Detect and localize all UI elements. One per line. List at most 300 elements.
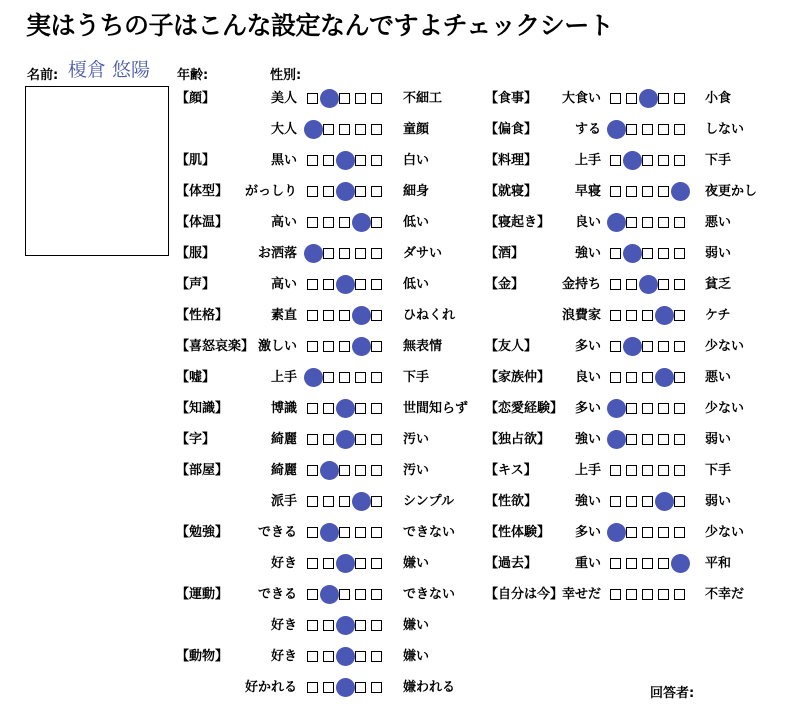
scale-checkbox[interactable] bbox=[307, 527, 318, 538]
scale-checkbox[interactable] bbox=[307, 217, 318, 228]
rating-scale bbox=[306, 461, 386, 481]
scale-checkbox[interactable] bbox=[307, 341, 318, 352]
left-trait-label: する bbox=[574, 122, 601, 137]
right-trait-label: 無表情 bbox=[403, 339, 443, 354]
scale-checkbox[interactable] bbox=[642, 186, 653, 197]
selected-mark bbox=[655, 368, 674, 387]
scale-checkbox[interactable] bbox=[642, 310, 653, 321]
scale-checkbox[interactable] bbox=[355, 372, 366, 383]
scale-checkbox[interactable] bbox=[610, 155, 621, 166]
scale-checkbox[interactable] bbox=[307, 403, 318, 414]
scale-checkbox[interactable] bbox=[626, 403, 637, 414]
scale-checkbox[interactable] bbox=[658, 186, 669, 197]
right-trait-label: 悪い bbox=[705, 370, 732, 385]
scale-checkbox[interactable] bbox=[642, 403, 653, 414]
selected-mark bbox=[336, 182, 355, 201]
left-trait-label: 上手 bbox=[574, 153, 601, 168]
scale-checkbox[interactable] bbox=[307, 465, 318, 476]
scale-checkbox[interactable] bbox=[355, 527, 366, 538]
right-trait-label: 細身 bbox=[403, 184, 430, 199]
category-label: 【部屋】 bbox=[176, 463, 229, 478]
rating-scale bbox=[609, 399, 689, 419]
category-label: 【字】 bbox=[176, 432, 216, 447]
selected-mark bbox=[639, 89, 658, 108]
left-trait-label: 良い bbox=[574, 215, 601, 230]
scale-checkbox[interactable] bbox=[674, 434, 685, 445]
gender-label: 性別: bbox=[270, 68, 302, 83]
selected-mark bbox=[352, 492, 371, 511]
rating-scale bbox=[306, 430, 386, 450]
left-trait-label: 多い bbox=[574, 339, 601, 354]
selected-mark bbox=[623, 151, 642, 170]
left-trait-label: 多い bbox=[574, 401, 601, 416]
right-trait-label: 汚い bbox=[403, 463, 430, 478]
category-label: 【声】 bbox=[176, 277, 216, 292]
scale-checkbox[interactable] bbox=[626, 558, 637, 569]
scale-checkbox[interactable] bbox=[610, 248, 621, 259]
scale-checkbox[interactable] bbox=[307, 434, 318, 445]
scale-checkbox[interactable] bbox=[642, 434, 653, 445]
left-trait-label: 強い bbox=[574, 432, 601, 447]
scale-checkbox[interactable] bbox=[658, 465, 669, 476]
left-trait-label: 良い bbox=[574, 370, 601, 385]
scale-checkbox[interactable] bbox=[323, 496, 334, 507]
scale-checkbox[interactable] bbox=[658, 434, 669, 445]
scale-checkbox[interactable] bbox=[355, 620, 366, 631]
selected-mark bbox=[671, 182, 690, 201]
scale-checkbox[interactable] bbox=[674, 403, 685, 414]
scale-checkbox[interactable] bbox=[323, 124, 334, 135]
scale-checkbox[interactable] bbox=[339, 124, 350, 135]
name-value: 榎倉 悠陽 bbox=[68, 59, 151, 81]
scale-checkbox[interactable] bbox=[371, 403, 382, 414]
scale-checkbox[interactable] bbox=[658, 155, 669, 166]
scale-checkbox[interactable] bbox=[674, 496, 685, 507]
category-label: 【恋愛経験】 bbox=[485, 401, 564, 416]
left-trait-label: 幸せだ bbox=[561, 587, 601, 602]
scale-checkbox[interactable] bbox=[371, 217, 382, 228]
right-trait-label: 嫌われる bbox=[403, 680, 456, 695]
rating-scale bbox=[609, 120, 689, 140]
selected-mark bbox=[320, 89, 339, 108]
scale-checkbox[interactable] bbox=[371, 341, 382, 352]
left-trait-label: 多い bbox=[574, 525, 601, 540]
scale-checkbox[interactable] bbox=[610, 589, 621, 600]
scale-checkbox[interactable] bbox=[323, 155, 334, 166]
selected-mark bbox=[336, 678, 355, 697]
scale-checkbox[interactable] bbox=[339, 310, 350, 321]
scale-checkbox[interactable] bbox=[674, 93, 685, 104]
scale-checkbox[interactable] bbox=[610, 496, 621, 507]
rating-scale bbox=[609, 89, 689, 109]
left-trait-label: がっしり bbox=[244, 184, 297, 199]
scale-checkbox[interactable] bbox=[626, 124, 637, 135]
scale-checkbox[interactable] bbox=[307, 310, 318, 321]
right-trait-label: できない bbox=[403, 587, 456, 602]
left-trait-label: 重い bbox=[574, 556, 601, 571]
rating-scale bbox=[306, 151, 386, 171]
age-label: 年齢: bbox=[177, 68, 209, 83]
rating-scale bbox=[609, 492, 689, 512]
selected-mark bbox=[336, 399, 355, 418]
scale-checkbox[interactable] bbox=[323, 620, 334, 631]
category-label: 【性欲】 bbox=[485, 494, 538, 509]
selected-mark bbox=[304, 368, 323, 387]
selected-mark bbox=[352, 306, 371, 325]
scale-checkbox[interactable] bbox=[371, 620, 382, 631]
right-trait-label: 弱い bbox=[705, 494, 732, 509]
right-trait-label: 世間知らず bbox=[403, 401, 469, 416]
left-trait-label: 上手 bbox=[270, 370, 297, 385]
scale-checkbox[interactable] bbox=[642, 124, 653, 135]
scale-checkbox[interactable] bbox=[658, 124, 669, 135]
selected-mark bbox=[607, 523, 626, 542]
category-label: 【寝起き】 bbox=[485, 215, 551, 230]
left-trait-label: 高い bbox=[270, 215, 297, 230]
rating-scale bbox=[306, 89, 386, 109]
scale-checkbox[interactable] bbox=[323, 682, 334, 693]
left-trait-label: 浪費家 bbox=[561, 308, 601, 323]
right-trait-label: ひねくれ bbox=[403, 308, 456, 323]
scale-checkbox[interactable] bbox=[674, 155, 685, 166]
left-trait-label: 好き bbox=[270, 556, 297, 571]
category-label: 【金】 bbox=[485, 277, 525, 292]
scale-checkbox[interactable] bbox=[339, 589, 350, 600]
rating-scale bbox=[306, 554, 386, 574]
scale-checkbox[interactable] bbox=[307, 93, 318, 104]
scale-checkbox[interactable] bbox=[323, 279, 334, 290]
scale-checkbox[interactable] bbox=[610, 93, 621, 104]
scale-checkbox[interactable] bbox=[610, 372, 621, 383]
scale-checkbox[interactable] bbox=[323, 341, 334, 352]
scale-checkbox[interactable] bbox=[674, 248, 685, 259]
scale-checkbox[interactable] bbox=[626, 434, 637, 445]
scale-checkbox[interactable] bbox=[323, 217, 334, 228]
rating-scale bbox=[609, 244, 689, 264]
scale-checkbox[interactable] bbox=[355, 155, 366, 166]
category-label: 【動物】 bbox=[176, 649, 229, 664]
scale-checkbox[interactable] bbox=[674, 589, 685, 600]
scale-checkbox[interactable] bbox=[674, 465, 685, 476]
scale-checkbox[interactable] bbox=[355, 93, 366, 104]
scale-checkbox[interactable] bbox=[339, 341, 350, 352]
right-trait-label: 平和 bbox=[705, 556, 732, 571]
scale-checkbox[interactable] bbox=[355, 279, 366, 290]
scale-checkbox[interactable] bbox=[339, 217, 350, 228]
category-label: 【家族仲】 bbox=[485, 370, 551, 385]
rating-scale bbox=[609, 151, 689, 171]
scale-checkbox[interactable] bbox=[371, 155, 382, 166]
scale-checkbox[interactable] bbox=[626, 93, 637, 104]
rating-scale bbox=[306, 244, 386, 264]
right-trait-label: 弱い bbox=[705, 246, 732, 261]
scale-checkbox[interactable] bbox=[642, 558, 653, 569]
rating-scale bbox=[306, 523, 386, 543]
scale-checkbox[interactable] bbox=[323, 403, 334, 414]
left-trait-label: 強い bbox=[574, 246, 601, 261]
selected-mark bbox=[655, 492, 674, 511]
scale-checkbox[interactable] bbox=[355, 651, 366, 662]
rating-scale bbox=[306, 616, 386, 636]
scale-checkbox[interactable] bbox=[658, 217, 669, 228]
scale-checkbox[interactable] bbox=[323, 651, 334, 662]
scale-checkbox[interactable] bbox=[674, 310, 685, 321]
selected-mark bbox=[607, 120, 626, 139]
rating-scale bbox=[306, 213, 386, 233]
category-label: 【独占欲】 bbox=[485, 432, 551, 447]
scale-checkbox[interactable] bbox=[642, 589, 653, 600]
category-label: 【友人】 bbox=[485, 339, 538, 354]
scale-checkbox[interactable] bbox=[355, 682, 366, 693]
scale-checkbox[interactable] bbox=[658, 93, 669, 104]
left-trait-label: 強い bbox=[574, 494, 601, 509]
right-trait-label: 下手 bbox=[705, 463, 732, 478]
scale-checkbox[interactable] bbox=[626, 589, 637, 600]
scale-checkbox[interactable] bbox=[642, 496, 653, 507]
right-trait-label: 少ない bbox=[705, 339, 745, 354]
scale-checkbox[interactable] bbox=[674, 124, 685, 135]
rating-scale bbox=[609, 585, 689, 605]
selected-mark bbox=[352, 213, 371, 232]
right-trait-label: できない bbox=[403, 525, 456, 540]
rating-scale bbox=[306, 678, 386, 698]
scale-checkbox[interactable] bbox=[642, 155, 653, 166]
right-trait-label: ダサい bbox=[403, 246, 443, 261]
respondent-label: 回答者: bbox=[650, 686, 695, 701]
rating-scale bbox=[609, 368, 689, 388]
scale-checkbox[interactable] bbox=[658, 558, 669, 569]
scale-checkbox[interactable] bbox=[371, 434, 382, 445]
scale-checkbox[interactable] bbox=[674, 341, 685, 352]
scale-checkbox[interactable] bbox=[610, 341, 621, 352]
scale-checkbox[interactable] bbox=[339, 372, 350, 383]
scale-checkbox[interactable] bbox=[355, 558, 366, 569]
left-trait-label: 好き bbox=[270, 649, 297, 664]
left-trait-label: 派手 bbox=[270, 494, 297, 509]
scale-checkbox[interactable] bbox=[642, 527, 653, 538]
rating-scale bbox=[609, 182, 689, 202]
scale-checkbox[interactable] bbox=[307, 155, 318, 166]
left-trait-label: 博識 bbox=[270, 401, 297, 416]
scale-checkbox[interactable] bbox=[323, 248, 334, 259]
category-label: 【嘘】 bbox=[176, 370, 216, 385]
category-label: 【勉強】 bbox=[176, 525, 229, 540]
scale-checkbox[interactable] bbox=[307, 620, 318, 631]
right-trait-label: 白い bbox=[403, 153, 430, 168]
rating-scale bbox=[306, 306, 386, 326]
scale-checkbox[interactable] bbox=[626, 465, 637, 476]
scale-checkbox[interactable] bbox=[371, 93, 382, 104]
rating-scale bbox=[306, 399, 386, 419]
category-label: 【偏食】 bbox=[485, 122, 538, 137]
scale-checkbox[interactable] bbox=[371, 310, 382, 321]
scale-checkbox[interactable] bbox=[355, 186, 366, 197]
name-label: 名前: bbox=[27, 68, 59, 83]
scale-checkbox[interactable] bbox=[642, 465, 653, 476]
right-trait-label: 悪い bbox=[705, 215, 732, 230]
scale-checkbox[interactable] bbox=[307, 279, 318, 290]
scale-checkbox[interactable] bbox=[610, 279, 621, 290]
category-label: 【自分は今】 bbox=[485, 587, 564, 602]
scale-checkbox[interactable] bbox=[371, 558, 382, 569]
selected-mark bbox=[336, 275, 355, 294]
right-trait-label: 嫌い bbox=[403, 618, 430, 633]
scale-checkbox[interactable] bbox=[323, 558, 334, 569]
scale-checkbox[interactable] bbox=[658, 248, 669, 259]
category-label: 【料理】 bbox=[485, 153, 538, 168]
scale-checkbox[interactable] bbox=[371, 372, 382, 383]
scale-checkbox[interactable] bbox=[355, 124, 366, 135]
scale-checkbox[interactable] bbox=[674, 372, 685, 383]
rating-scale bbox=[306, 585, 386, 605]
rating-scale bbox=[306, 337, 386, 357]
selected-mark bbox=[336, 616, 355, 635]
category-label: 【就寝】 bbox=[485, 184, 538, 199]
scale-checkbox[interactable] bbox=[371, 465, 382, 476]
scale-checkbox[interactable] bbox=[307, 558, 318, 569]
scale-checkbox[interactable] bbox=[658, 527, 669, 538]
right-trait-label: 貧乏 bbox=[705, 277, 732, 292]
scale-checkbox[interactable] bbox=[355, 589, 366, 600]
rating-scale bbox=[306, 275, 386, 295]
scale-checkbox[interactable] bbox=[626, 186, 637, 197]
scale-checkbox[interactable] bbox=[371, 682, 382, 693]
scale-checkbox[interactable] bbox=[307, 589, 318, 600]
rating-scale bbox=[609, 430, 689, 450]
scale-checkbox[interactable] bbox=[339, 496, 350, 507]
scale-checkbox[interactable] bbox=[610, 186, 621, 197]
scale-checkbox[interactable] bbox=[642, 217, 653, 228]
scale-checkbox[interactable] bbox=[626, 527, 637, 538]
scale-checkbox[interactable] bbox=[371, 527, 382, 538]
sheet-title: 実はうちの子はこんな設定なんですよチェックシート bbox=[26, 11, 614, 40]
left-trait-label: お洒落 bbox=[257, 246, 297, 261]
right-trait-label: 下手 bbox=[705, 153, 732, 168]
right-trait-label: 汚い bbox=[403, 432, 430, 447]
selected-mark bbox=[607, 430, 626, 449]
rating-scale bbox=[609, 275, 689, 295]
category-label: 【体温】 bbox=[176, 215, 229, 230]
right-trait-label: しない bbox=[705, 122, 745, 137]
scale-checkbox[interactable] bbox=[626, 310, 637, 321]
right-trait-label: 下手 bbox=[403, 370, 430, 385]
rating-scale bbox=[306, 182, 386, 202]
category-label: 【肌】 bbox=[176, 153, 216, 168]
left-trait-label: できる bbox=[257, 525, 297, 540]
scale-checkbox[interactable] bbox=[642, 341, 653, 352]
scale-checkbox[interactable] bbox=[610, 310, 621, 321]
portrait-frame bbox=[25, 86, 169, 256]
left-trait-label: 大人 bbox=[270, 122, 297, 137]
scale-checkbox[interactable] bbox=[626, 372, 637, 383]
scale-checkbox[interactable] bbox=[355, 465, 366, 476]
rating-scale bbox=[306, 647, 386, 667]
scale-checkbox[interactable] bbox=[307, 651, 318, 662]
selected-mark bbox=[304, 244, 323, 263]
scale-checkbox[interactable] bbox=[371, 589, 382, 600]
category-label: 【服】 bbox=[176, 246, 216, 261]
selected-mark bbox=[336, 151, 355, 170]
scale-checkbox[interactable] bbox=[371, 124, 382, 135]
scale-checkbox[interactable] bbox=[371, 496, 382, 507]
scale-checkbox[interactable] bbox=[323, 186, 334, 197]
category-label: 【体型】 bbox=[176, 184, 229, 199]
scale-checkbox[interactable] bbox=[355, 403, 366, 414]
selected-mark bbox=[655, 306, 674, 325]
category-label: 【酒】 bbox=[485, 246, 525, 261]
selected-mark bbox=[304, 120, 323, 139]
selected-mark bbox=[336, 430, 355, 449]
right-trait-label: 弱い bbox=[705, 432, 732, 447]
scale-checkbox[interactable] bbox=[674, 279, 685, 290]
scale-checkbox[interactable] bbox=[674, 217, 685, 228]
scale-checkbox[interactable] bbox=[626, 496, 637, 507]
scale-checkbox[interactable] bbox=[674, 527, 685, 538]
scale-checkbox[interactable] bbox=[658, 279, 669, 290]
scale-checkbox[interactable] bbox=[339, 248, 350, 259]
scale-checkbox[interactable] bbox=[323, 372, 334, 383]
right-trait-label: 童顔 bbox=[403, 122, 430, 137]
scale-checkbox[interactable] bbox=[610, 465, 621, 476]
scale-checkbox[interactable] bbox=[323, 310, 334, 321]
category-label: 【顔】 bbox=[176, 91, 216, 106]
scale-checkbox[interactable] bbox=[339, 527, 350, 538]
category-label: 【性体験】 bbox=[485, 525, 551, 540]
scale-checkbox[interactable] bbox=[323, 434, 334, 445]
rating-scale bbox=[609, 213, 689, 233]
scale-checkbox[interactable] bbox=[642, 248, 653, 259]
scale-checkbox[interactable] bbox=[371, 186, 382, 197]
rating-scale bbox=[609, 306, 689, 326]
scale-checkbox[interactable] bbox=[626, 279, 637, 290]
category-label: 【過去】 bbox=[485, 556, 538, 571]
left-trait-label: 金持ち bbox=[561, 277, 601, 292]
scale-checkbox[interactable] bbox=[339, 465, 350, 476]
selected-mark bbox=[607, 213, 626, 232]
selected-mark bbox=[336, 554, 355, 573]
selected-mark bbox=[607, 399, 626, 418]
selected-mark bbox=[623, 244, 642, 263]
category-label: 【運動】 bbox=[176, 587, 229, 602]
scale-checkbox[interactable] bbox=[371, 248, 382, 259]
scale-checkbox[interactable] bbox=[307, 186, 318, 197]
left-trait-label: 高い bbox=[270, 277, 297, 292]
selected-mark bbox=[639, 275, 658, 294]
scale-checkbox[interactable] bbox=[307, 496, 318, 507]
category-label: 【性格】 bbox=[176, 308, 229, 323]
scale-checkbox[interactable] bbox=[355, 248, 366, 259]
right-trait-label: 嫌い bbox=[403, 556, 430, 571]
selected-mark bbox=[320, 461, 339, 480]
scale-checkbox[interactable] bbox=[371, 279, 382, 290]
scale-checkbox[interactable] bbox=[658, 341, 669, 352]
scale-checkbox[interactable] bbox=[642, 372, 653, 383]
scale-checkbox[interactable] bbox=[355, 434, 366, 445]
left-trait-label: 素直 bbox=[270, 308, 297, 323]
left-trait-label: 上手 bbox=[574, 463, 601, 478]
scale-checkbox[interactable] bbox=[339, 93, 350, 104]
category-label: 【食事】 bbox=[485, 91, 538, 106]
scale-checkbox[interactable] bbox=[610, 558, 621, 569]
right-trait-label: 小食 bbox=[705, 91, 732, 106]
scale-checkbox[interactable] bbox=[658, 403, 669, 414]
scale-checkbox[interactable] bbox=[658, 589, 669, 600]
scale-checkbox[interactable] bbox=[371, 651, 382, 662]
rating-scale bbox=[306, 368, 386, 388]
scale-checkbox[interactable] bbox=[307, 682, 318, 693]
scale-checkbox[interactable] bbox=[626, 217, 637, 228]
right-trait-label: 不細工 bbox=[403, 91, 443, 106]
